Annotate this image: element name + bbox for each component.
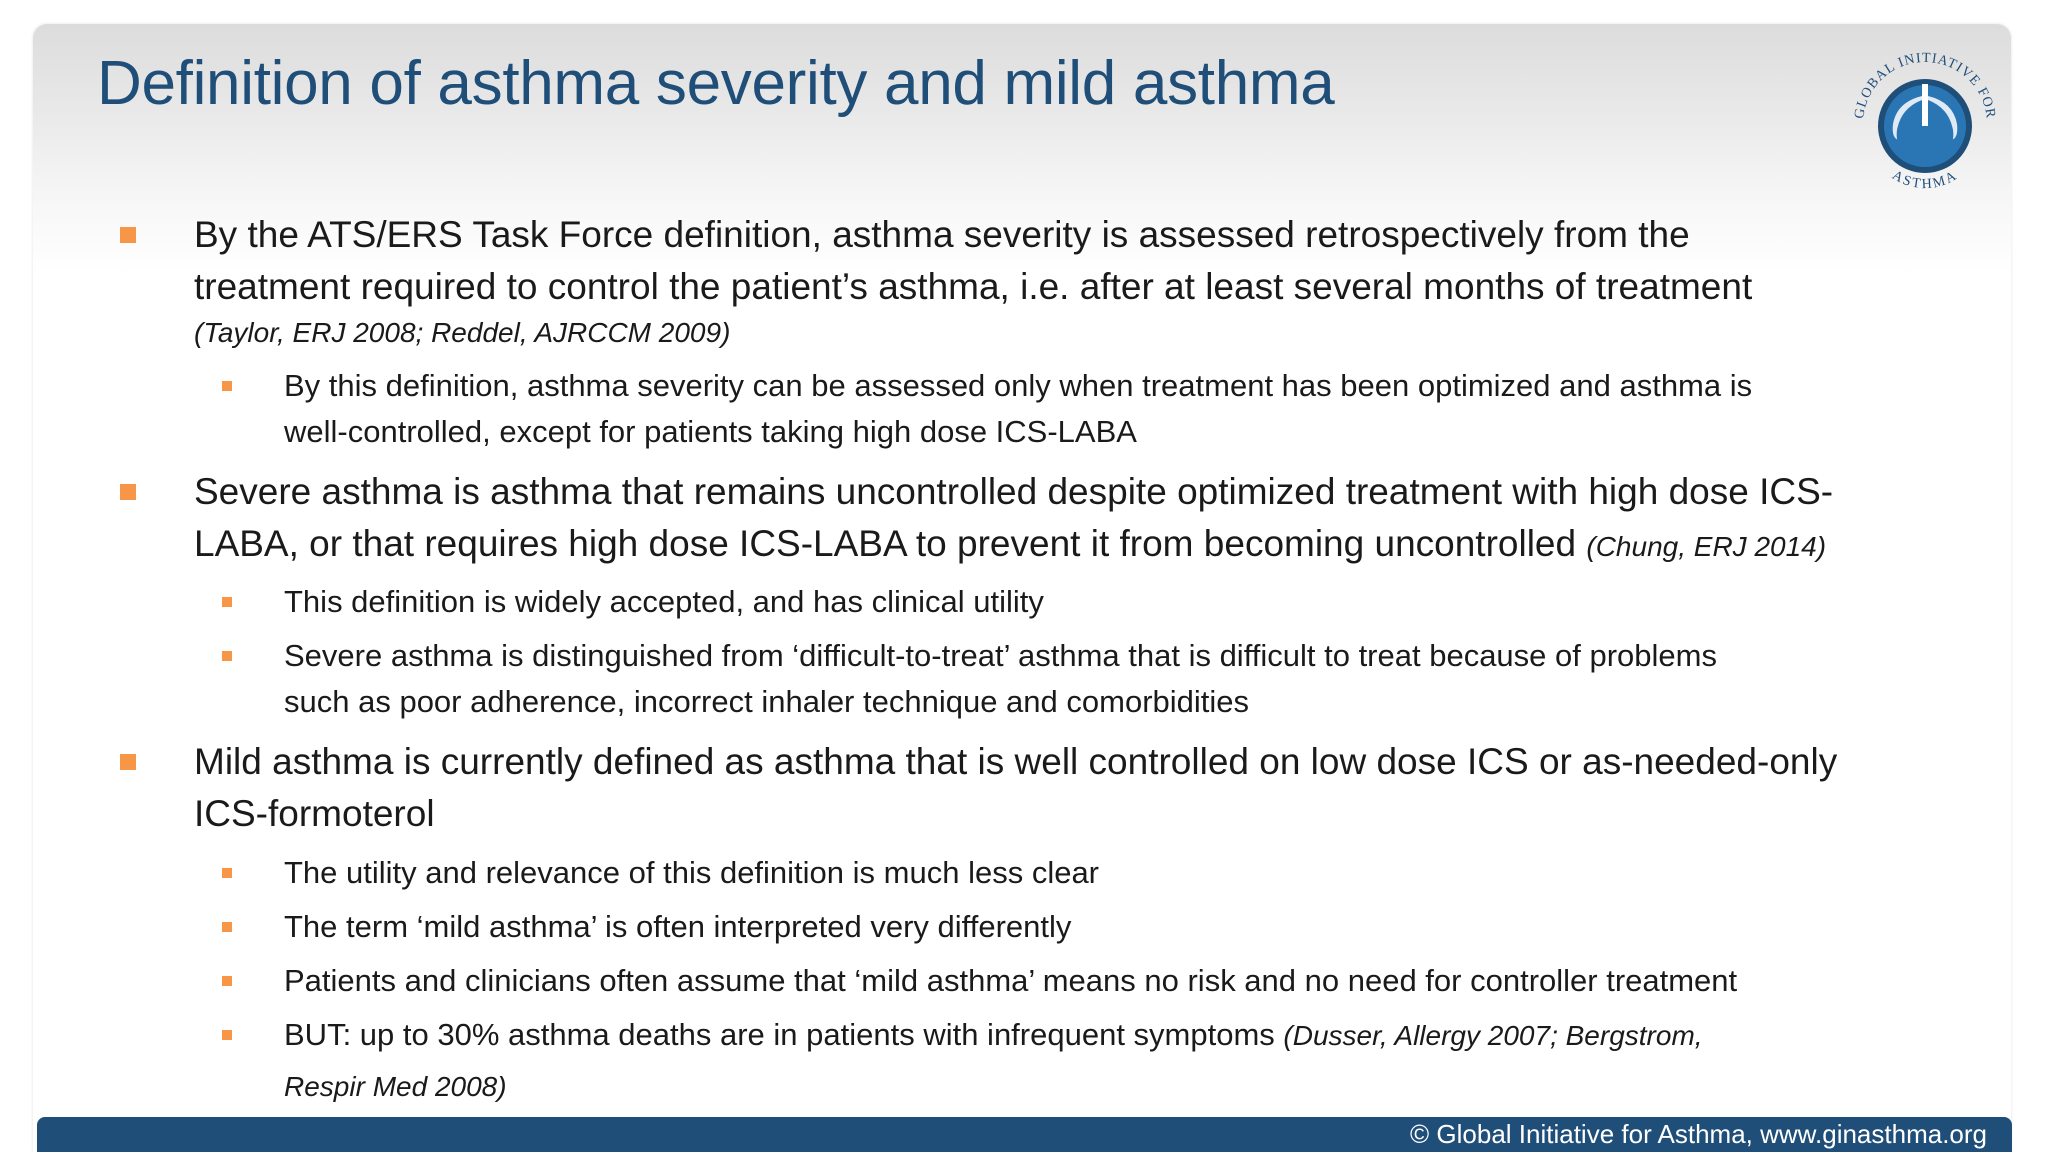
bullet-2-sub-2-line-2: such as poor adherence, incorrect inhaler technique and comorbidities <box>284 684 1250 719</box>
footer-copyright: © Global Initiative for Asthma, www.ginasthma.org <box>1410 1119 1987 1149</box>
bullet-3-sub-3: Patients and clinicians often assume that ‘mild asthma’ means no risk and no need for controller treatment <box>284 963 1738 998</box>
lungs-logo-icon <box>1878 79 1972 173</box>
bullet-3-sub-4-line-1 <box>284 1011 1703 1060</box>
sub-bullet-marker <box>222 868 232 878</box>
slide-title: Definition of asthma severity and mild asthma <box>97 49 1335 118</box>
bullet-3-sub-4-line-2: Respir Med 2008) <box>284 1071 507 1102</box>
bullet-3-sub-4-text: BUT: up to 30% asthma deaths are in patients with infrequent symptoms <box>284 1017 1275 1052</box>
bullet-2-sub-2-line-1: Severe asthma is distinguished from ‘difficult-to-treat’ asthma that is difficult to treat because of problems <box>284 638 1717 673</box>
sub-bullet-marker <box>222 1030 232 1040</box>
bullet-3-line-2: ICS-formoterol <box>194 793 435 834</box>
logo-top-text: GLOBAL INITIATIVE FOR <box>1852 50 1998 120</box>
bullet-2-line-2 <box>194 518 1826 573</box>
bullet-1-line-1: By the ATS/ERS Task Force definition, asthma severity is assessed retrospectively from the <box>194 214 1690 255</box>
footer-bar <box>37 1117 2012 1152</box>
bullet-2-reference: (Chung, ERJ 2014) <box>1586 531 1827 562</box>
bullet-marker <box>120 227 136 243</box>
bullet-1-reference: (Taylor, ERJ 2008; Reddel, AJRCCM 2009) <box>194 317 731 348</box>
sub-bullet-marker <box>222 651 232 661</box>
gina-logo <box>1845 44 2005 204</box>
logo-bottom-text: ASTHMA <box>1889 168 1961 193</box>
bullet-3-sub-4-reference: (Dusser, Allergy 2007; Bergstrom, <box>1283 1020 1703 1051</box>
bullet-2-line-1: Severe asthma is asthma that remains uncontrolled despite optimized treatment with high dose ICS- <box>194 471 1834 512</box>
bullet-2-line-2-text: LABA, or that requires high dose ICS-LABA to prevent it from becoming uncontrolled <box>194 523 1577 564</box>
bullet-3-sub-2: The term ‘mild asthma’ is often interpreted very differently <box>284 909 1072 944</box>
bullet-1-line-2: treatment required to control the patient’s asthma, i.e. after at least several months of treatment <box>194 266 1753 307</box>
bullet-2-sub-1: This definition is widely accepted, and has clinical utility <box>284 584 1044 619</box>
bullet-3-sub-1: The utility and relevance of this definition is much less clear <box>284 855 1100 890</box>
sub-bullet-marker <box>222 597 232 607</box>
sub-bullet-marker <box>222 381 232 391</box>
bullet-1-sub-1-line-1: By this definition, asthma severity can be assessed only when treatment has been optimized and asthma is <box>284 368 1753 403</box>
bullet-3-line-1: Mild asthma is currently defined as asthma that is well controlled on low dose ICS or as-needed-only <box>194 741 1838 782</box>
bullet-1-sub-1-line-2: well-controlled, except for patients taking high dose ICS-LABA <box>284 414 1137 449</box>
bullet-marker <box>120 484 136 500</box>
sub-bullet-marker <box>222 976 232 986</box>
sub-bullet-marker <box>222 922 232 932</box>
bullet-marker <box>120 754 136 770</box>
